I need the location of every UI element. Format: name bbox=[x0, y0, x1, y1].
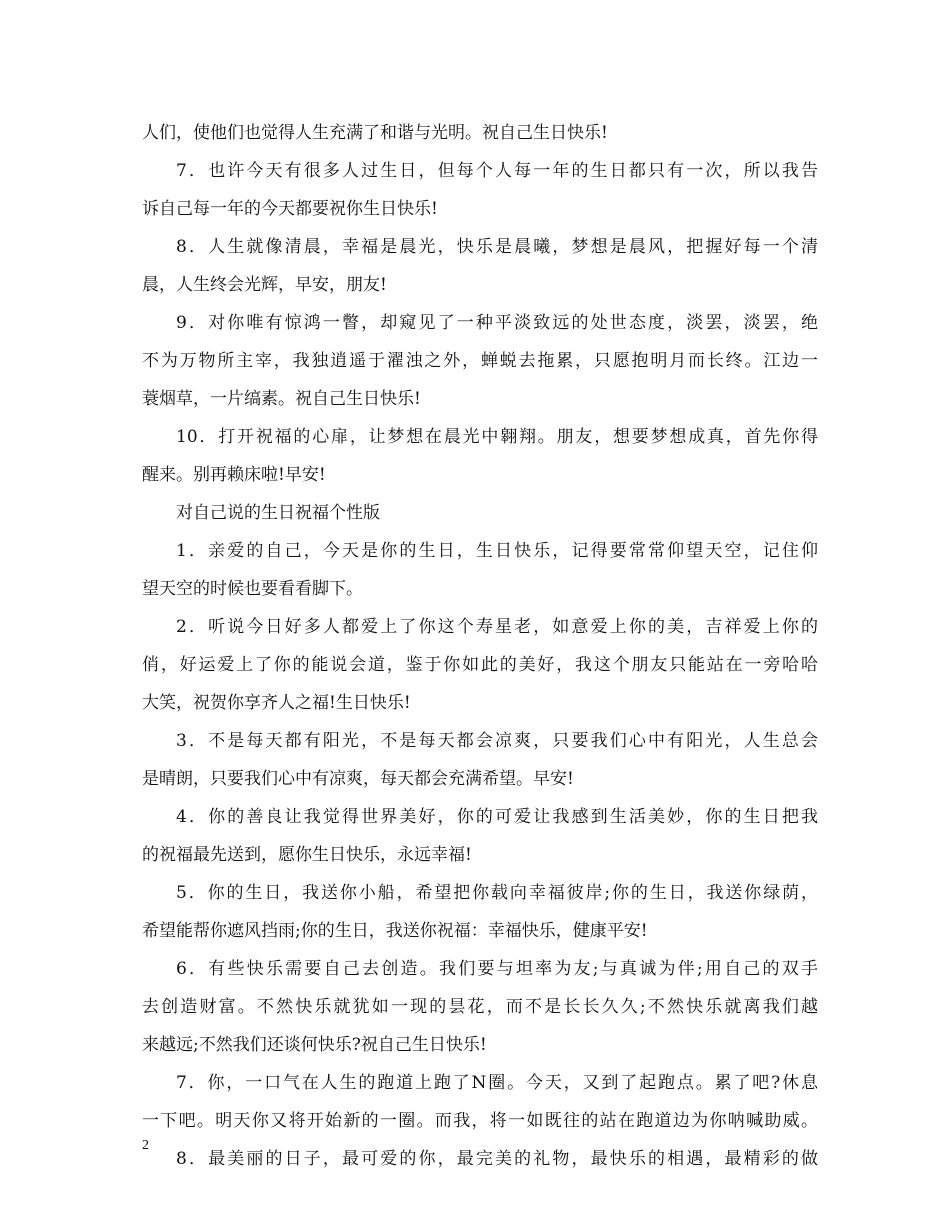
line-text: 一下吧。明天你又将开始新的一圈。而我，将一如既往的站在跑道边为你呐喊助威。 bbox=[142, 1111, 818, 1131]
line-text: 诉自己每一年的今天都要祝你生日快乐! bbox=[142, 199, 438, 219]
line-text: 8．最美丽的日子，最可爱的你，最完美的礼物，最快乐的相遇，最精彩的做 bbox=[176, 1149, 818, 1169]
line-text: 7．你，一口气在人生的跑道上跑了N圈。今天，又到了起跑点。累了吧?休息 bbox=[176, 1073, 818, 1093]
line-text: 4．你的善良让我觉得世界美好，你的可爱让我感到生活美妙，你的生日把我 bbox=[176, 807, 818, 827]
list-item-line bbox=[142, 418, 818, 456]
text-line bbox=[142, 684, 818, 722]
line-text: 对自己说的生日祝福个性版 bbox=[176, 503, 380, 523]
line-text: 大笑，祝贺你享齐人之福!生日快乐! bbox=[142, 693, 411, 713]
line-text: 来越远;不然我们还谈何快乐?祝自己生日快乐! bbox=[142, 1035, 487, 1055]
line-text: 蓑烟草，一片缟素。祝自己生日快乐! bbox=[142, 389, 421, 409]
line-text: 2．听说今日好多人都爱上了你这个寿星老，如意爱上你的美，吉祥爱上你的 bbox=[176, 617, 818, 637]
list-item-line bbox=[142, 722, 818, 760]
line-text: 望天空的时候也要看看脚下。 bbox=[142, 579, 363, 599]
text-line bbox=[142, 912, 818, 950]
list-item-line bbox=[142, 798, 818, 836]
list-item-line bbox=[142, 1064, 818, 1102]
page-number: 2 bbox=[142, 1138, 149, 1153]
text-line bbox=[142, 380, 818, 418]
line-text: 希望能帮你遮风挡雨;你的生日，我送你祝福：幸福快乐，健康平安! bbox=[142, 921, 648, 941]
list-item-line bbox=[142, 608, 818, 646]
line-text: 6．有些快乐需要自己去创造。我们要与坦率为友;与真诚为伴;用自己的双手 bbox=[176, 959, 818, 979]
line-text: 5．你的生日，我送你小船，希望把你载向幸福彼岸;你的生日，我送你绿荫， bbox=[176, 883, 818, 903]
text-line bbox=[142, 988, 818, 1026]
text-line bbox=[142, 1026, 818, 1064]
list-item-line bbox=[142, 228, 818, 266]
section-heading bbox=[142, 494, 818, 532]
text-line bbox=[142, 646, 818, 684]
list-item-line bbox=[142, 304, 818, 342]
text-line bbox=[142, 760, 818, 798]
text-line bbox=[142, 190, 818, 228]
list-item-line bbox=[142, 874, 818, 912]
line-text: 7．也许今天有很多人过生日，但每个人每一年的生日都只有一次，所以我告 bbox=[176, 161, 818, 181]
text-line bbox=[142, 114, 818, 152]
line-text: 醒来。别再赖床啦!早安! bbox=[142, 465, 326, 485]
list-item-line bbox=[142, 532, 818, 570]
line-text: 3．不是每天都有阳光，不是每天都会凉爽，只要我们心中有阳光，人生总会 bbox=[176, 731, 818, 751]
list-item-line bbox=[142, 1140, 818, 1178]
line-text: 晨，人生终会光辉，早安，朋友! bbox=[142, 275, 387, 295]
line-text: 人们，使他们也觉得人生充满了和谐与光明。祝自己生日快乐! bbox=[142, 123, 608, 143]
text-line bbox=[142, 1102, 818, 1140]
line-text: 去创造财富。不然快乐就犹如一现的昙花，而不是长长久久;不然快乐就离我们越 bbox=[142, 997, 818, 1017]
text-line bbox=[142, 836, 818, 874]
line-text: 10．打开祝福的心扉，让梦想在晨光中翱翔。朋友，想要梦想成真，首先你得 bbox=[176, 427, 818, 447]
list-item-line bbox=[142, 152, 818, 190]
text-line bbox=[142, 570, 818, 608]
line-text: 1．亲爱的自己，今天是你的生日，生日快乐，记得要常常仰望天空，记住仰 bbox=[176, 541, 818, 561]
document-body bbox=[142, 114, 818, 1178]
text-line bbox=[142, 266, 818, 304]
text-line bbox=[142, 456, 818, 494]
line-text: 俏，好运爱上了你的能说会道，鉴于你如此的美好，我这个朋友只能站在一旁哈哈 bbox=[142, 655, 818, 675]
line-text: 的祝福最先送到，愿你生日快乐，永远幸福! bbox=[142, 845, 472, 865]
text-line bbox=[142, 342, 818, 380]
line-text: 不为万物所主宰，我独逍遥于濯浊之外，蝉蜕去拖累，只愿抱明月而长终。江边一 bbox=[142, 351, 818, 371]
list-item-line bbox=[142, 950, 818, 988]
line-text: 是晴朗，只要我们心中有凉爽，每天都会充满希望。早安! bbox=[142, 769, 574, 789]
line-text: 8．人生就像清晨，幸福是晨光，快乐是晨曦，梦想是晨风，把握好每一个清 bbox=[176, 237, 818, 257]
line-text: 9．对你唯有惊鸿一瞥，却窥见了一种平淡致远的处世态度，淡罢，淡罢，绝 bbox=[176, 313, 818, 333]
